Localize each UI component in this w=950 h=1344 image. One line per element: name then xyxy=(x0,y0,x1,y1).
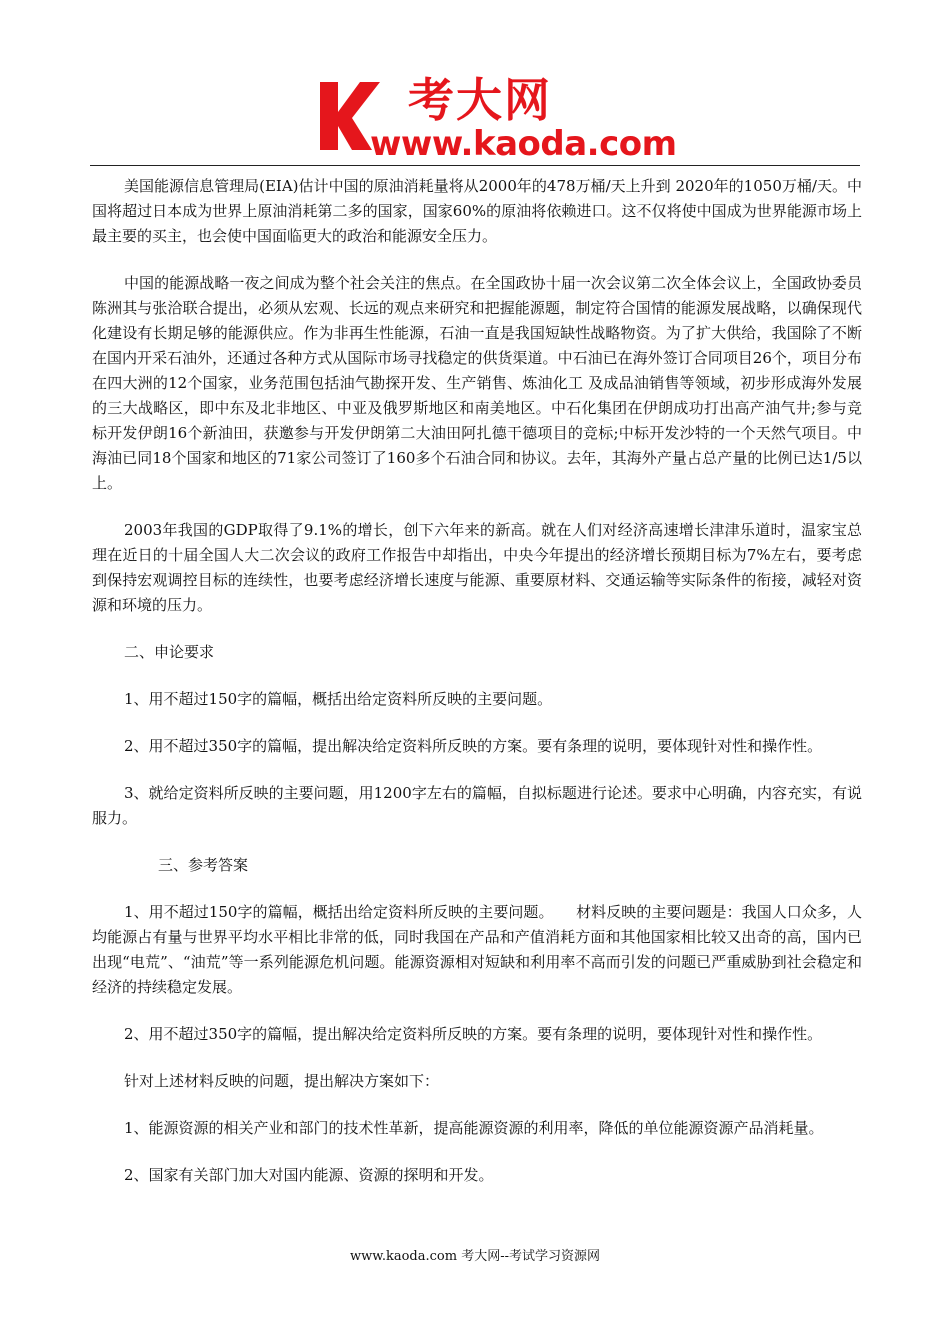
page-footer: www.kaoda.com 考大网--考试学习资源网 xyxy=(350,1249,600,1264)
header-divider xyxy=(90,165,860,166)
section-heading-answers: 三、参考答案 xyxy=(158,856,249,874)
paragraph-energy-strategy: 中国的能源战略一夜之间成为整个社会关注的焦点。在全国政协十届一次会议第二次全体会议上，全国政协委员陈洲其与张洽联合提出，必须从宏观、长远的观点来研究和把握能源题，制定符合国情的能源发展战略，以确保现代化建设有长期足够的能源供应。作为非再生性能源，石油一直是我国短缺性战略物资。为了扩大供给，我国除了不断在国内开采石油外，还通过各种方式从国际市场寻找稳定的供货渠道。中石油已在海外签订合同项目26个，项目分布在四大洲的12个国家，业务范围包括油气勘探开发、生产销售、炼油化工 及成品油销售等领域，初步形成海外发展的三大战略区，即中东及北非地区、中亚及俄罗斯地区和南美地区。中石化集团在伊朗成功打出高产油气井;参与竞标开发伊朗16个新油田，获邀参与开发伊朗第二大油田阿扎德干德项目的竞标;中标开发沙特的一个天然气项目。中海油已同18个国家和地区的71家公司签订了160多个石油合同和协议。去年，其海外产量占总产量的比例已达1/5以上。 xyxy=(92,274,862,492)
logo-url-text: www.kaoda.com xyxy=(370,124,677,164)
requirement-item-2: 2、用不超过350字的篇幅，提出解决给定资料所反映的方案。要有条理的说明，要体现针对性和操作性。 xyxy=(124,737,823,755)
paragraph-gdp-growth: 2003年我国的GDP取得了9.1%的增长，创下六年来的新高。就在人们对经济高速增长津津乐道时，温家宝总理在近日的十届全国人大二次会议的政府工作报告中却指出，中央今年提出的经济增长预期目标为7%左右，要考虑到保持宏观调控目标的连续性，也要考虑经济增长速度与能源、重要原材料、交通运输等实际条件的衔接，减轻对资源和环境的压力。 xyxy=(92,521,862,614)
answer-item-2: 2、用不超过350字的篇幅，提出解决给定资料所反映的方案。要有条理的说明，要体现针对性和操作性。 xyxy=(124,1025,823,1043)
requirement-item-3: 3、就给定资料所反映的主要问题，用1200字左右的篇幅，自拟标题进行论述。要求中心明确，内容充实，有说服力。 xyxy=(92,784,862,827)
solution-item-1: 1、能源资源的相关产业和部门的技术性革新，提高能源资源的利用率，降低的单位能源资源产品消耗量。 xyxy=(124,1119,824,1137)
section-heading-requirements: 二、申论要求 xyxy=(124,643,215,661)
paragraph-oil-consumption: 美国能源信息管理局(EIA)估计中国的原油消耗量将从2000年的478万桶/天上升到 2020年的1050万桶/天。中国将超过日本成为世界上原油消耗第二多的国家，国家60%的原油将依赖进口。这不仅将使中国成为世界能源市场上最主要的买主，也会使中国面临更大的政治和能源安全压力。 xyxy=(92,177,862,245)
answer-item-1: 1、用不超过150字的篇幅，概括出给定资料所反映的主要问题。 材料反映的主要问题是：我国人口众多，人均能源占有量与世界平均水平相比非常的低，同时我国在产品和产值消耗方面和其他国家相比较又出奇的高，国内已出现“电荒”、“油荒”等一系列能源危机问题。能源资源相对短缺和利用率不高而引发的问题已严重威胁到社会稳定和经济的持续稳定发展。 xyxy=(92,903,862,996)
requirement-item-1: 1、用不超过150字的篇幅，概括出给定资料所反映的主要问题。 xyxy=(124,690,553,708)
article-body xyxy=(92,174,862,1188)
logo-chinese-text: 考大网 xyxy=(408,73,552,127)
solution-intro: 针对上述材料反映的问题，提出解决方案如下： xyxy=(124,1072,440,1090)
page-header xyxy=(0,0,950,168)
solution-item-2: 2、国家有关部门加大对国内能源、资源的探明和开发。 xyxy=(124,1166,494,1184)
site-logo[interactable] xyxy=(316,73,677,164)
